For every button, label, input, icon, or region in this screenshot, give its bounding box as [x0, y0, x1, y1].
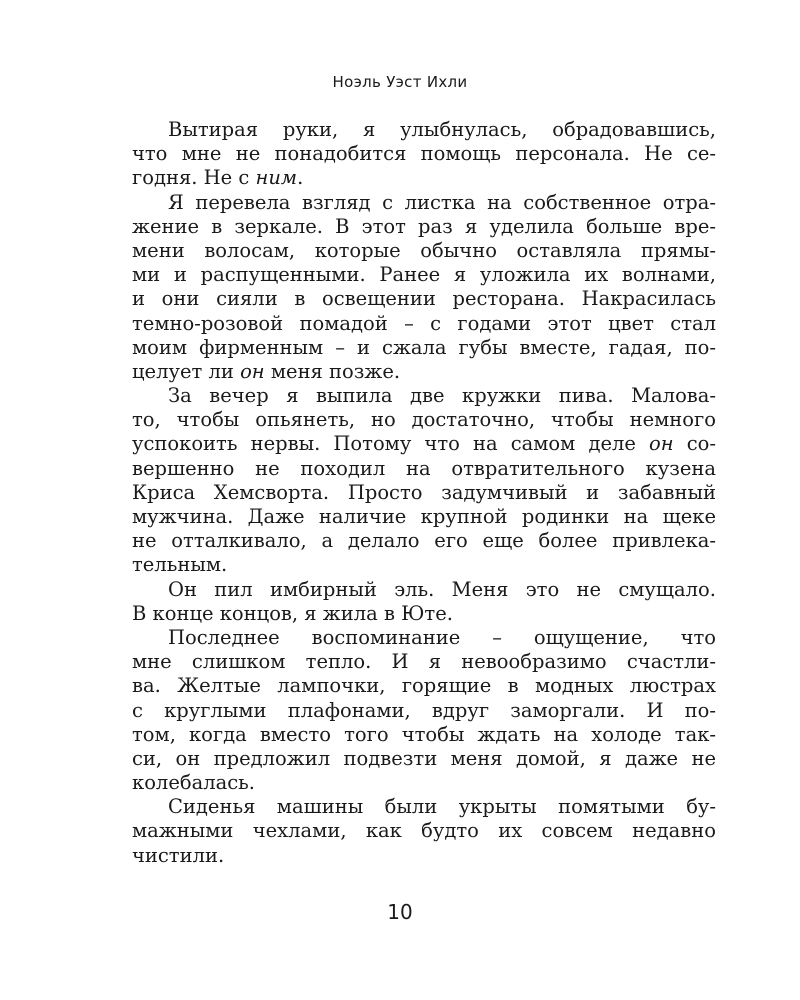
text-line — [132, 166, 716, 190]
running-head: Ноэль Уэст Ихли — [332, 73, 468, 91]
italic-emphasis: он — [240, 359, 265, 383]
text-line: с круглыми плафонами, вдруг заморгали. И по- — [132, 698, 716, 722]
text-fragment: меня позже. — [264, 359, 401, 383]
text-line: В конце концов, я жила в Юте. — [132, 601, 453, 625]
text-line: ми и распущенными. Ранее я уложила их волнами, — [132, 263, 716, 287]
body-text — [132, 118, 716, 868]
italic-emphasis: он — [649, 432, 674, 456]
text-line: Криса Хемсворта. Просто задумчивый и забавный — [132, 480, 716, 504]
text-line: чистили. — [132, 843, 225, 867]
text-line: темно-розовой помадой – с годами этот цвет стал — [132, 311, 716, 335]
text-line: тельным. — [132, 553, 228, 577]
text-line: Он пил имбирный эль. Меня это не смущало. — [168, 577, 716, 601]
text-line: что мне не понадобится помощь персонала. Не се- — [132, 142, 716, 166]
text-line: и они сияли в освещении ресторана. Накрасилась — [132, 287, 716, 311]
text-fragment: целует ли — [132, 359, 241, 383]
text-line: то, чтобы опьянеть, но достаточно, чтобы немного — [132, 408, 716, 432]
text-fragment: со- — [673, 432, 716, 456]
page-number: 10 — [387, 900, 413, 924]
text-line: мени волосам, которые обычно оставляла прямы- — [132, 238, 716, 262]
text-line: За вечер я выпила две кружки пива. Малова- — [168, 384, 716, 408]
text-line: Вытирая руки, я улыбнулась, обрадовавшись, — [168, 118, 716, 141]
text-line: ва. Желтые лампочки, горящие в модных люстрах — [132, 674, 716, 698]
text-fragment: годня. Не с — [132, 166, 256, 190]
italic-emphasis: ним — [255, 166, 298, 190]
text-line: Я перевела взгляд с листка на собственное отра- — [168, 190, 716, 214]
text-line: мне слишком тепло. И я невообразимо счастли- — [132, 650, 716, 674]
text-line: Сиденья машины были укрыты помятыми бу- — [168, 795, 716, 819]
text-line: том, когда вместо того чтобы ждать на холоде так- — [132, 722, 716, 746]
text-line: жение в зеркале. В этот раз я уделила больше вре- — [132, 214, 716, 238]
text-line: не отталкивало, а делало его еще более привлека- — [132, 529, 716, 553]
text-fragment: успокоить нервы. Потому что на самом деле — [132, 432, 650, 456]
text-line: си, он предложил подвезти меня домой, я даже не — [132, 746, 716, 770]
text-line: моим фирменным – и сжала губы вместе, гадая, по- — [132, 335, 716, 359]
text-line: вершенно не походил на отвратительного кузена — [132, 456, 716, 480]
text-line: мужчина. Даже наличие крупной родинки на щеке — [132, 505, 716, 528]
text-line — [132, 360, 716, 384]
text-line: мажными чехлами, как будто их совсем недавно — [132, 819, 716, 843]
text-line: Последнее воспоминание – ощущение, что — [168, 625, 716, 649]
text-fragment: . — [297, 166, 304, 190]
text-line: колебалась. — [132, 771, 255, 795]
text-line — [132, 432, 716, 456]
